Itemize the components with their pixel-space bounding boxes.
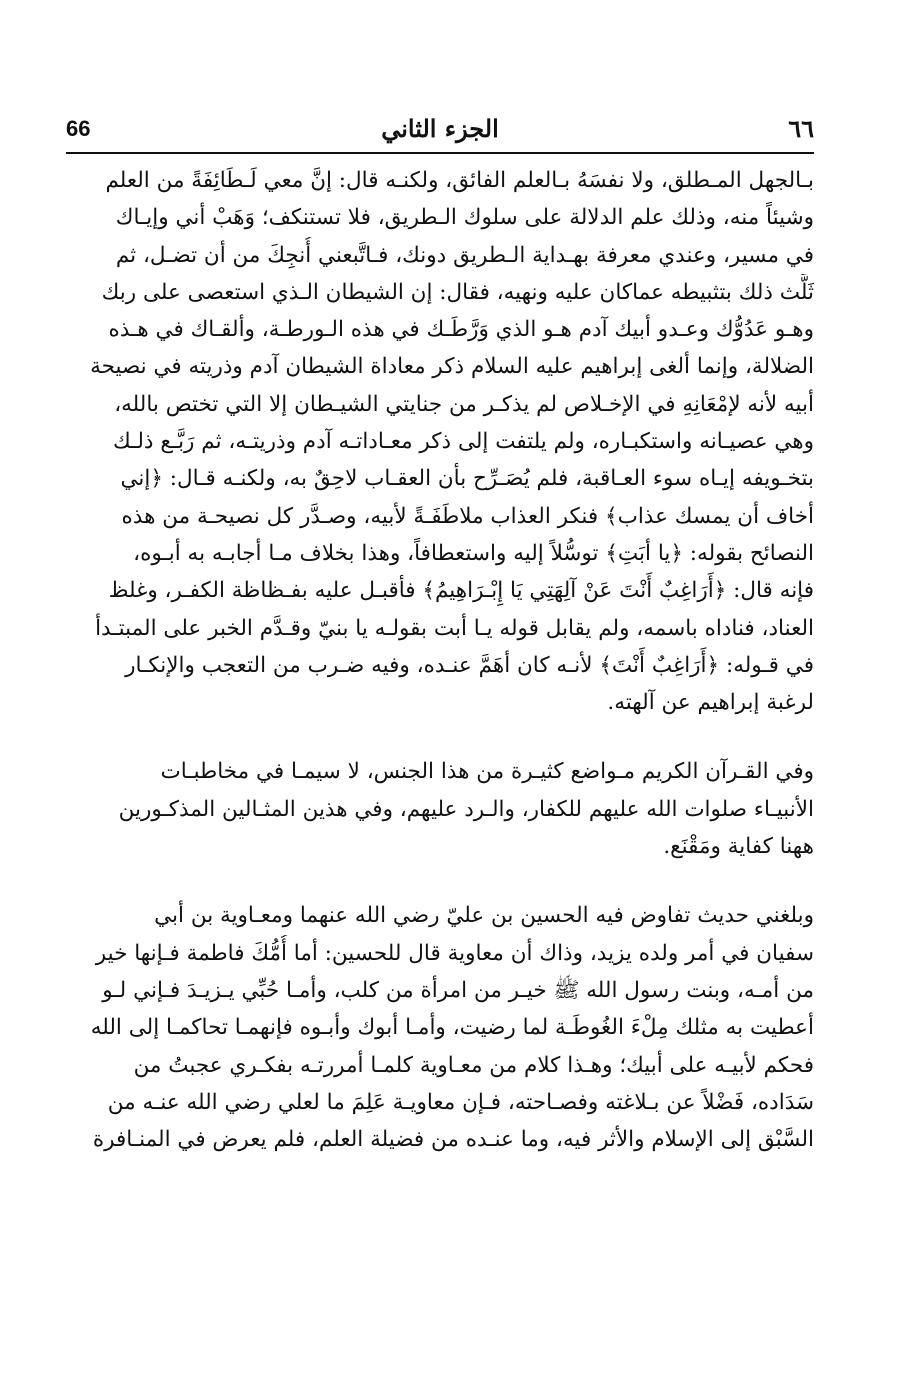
text-line: أخاف أن يمسك عذاب﴾ فنكر العذاب ملاطَفَـةً لأبيه، وصـدَّر كل نصيحـة من هذه: [121, 503, 814, 529]
text-line: العناد، فناداه باسمه، ولم يقابل قوله يـا أبت بقولـه يا بنيّ وقـدَّم الخبر على المبتـدأ: [95, 615, 814, 641]
text-line: أبيه لأنه لإمْعَانِهِ في الإخـلاص لم يذكـر من جنايتي الشيـطان إلا التي تختص بالله،: [114, 391, 814, 417]
text-line: فحكم لأبيـه على أبيك؛ وهـذا كلام من معـاوية كلمـا أمررتـه بفكـري عجبتُ من: [133, 1052, 814, 1078]
text-line: سفيان في أمر ولده يزيد، وذاك أن معاوية قال للحسين: أما أُمُّكَ فاطمة فـإنها خير: [95, 940, 814, 966]
paragraph-1: [66, 162, 814, 721]
text-line: بـالجهل المـطلق، ولا نفسَهُ بـالعلم الفائق، ولكنـه قال: إنَّ معي لَـطَائِفَةً من العلم: [105, 168, 814, 193]
text-line: السَّبْق إلى الإسلام والأثر فيه، وما عنـده من فضيلة العلم، فلم يعرض في المنـافرة: [92, 1127, 814, 1153]
page-header: [66, 112, 814, 152]
text-line: في مسير، وعندي معرفة بهـداية الـطريق دونك، فـاتَّبعني أُنجِكَ من أن تضـل، ثم: [115, 242, 814, 268]
text-line: وهي عصيـانه واستكبـاره، ولم يلتفت إلى ذكر معـاداتـه آدم وذريتـه، ثم رَبَّـع ذلـك: [112, 429, 814, 455]
page-number: 66: [66, 116, 91, 141]
text-line: ثَلَّث ذلك بتثبيطه عماكان عليه ونهيه، فقال: إن الشيطان الـذي استعصى على ربك: [101, 279, 814, 305]
text-line: الأنبيـاء صلوات الله عليهم للكفار، والـرد عليهم، وفي هذين المثـالين المذكـورين: [118, 796, 814, 822]
paragraph-3: [66, 897, 814, 1158]
text-line: سَدَاده، فَضْلاً عن بـلاغته وفصـاحته، فـإن معاويـة عَلِمَ ما لعلي رضي الله عنـه من: [107, 1089, 814, 1115]
header-rule: [66, 152, 814, 154]
text-line: النصائح بقوله: ﴿يا أبَتِ﴾ توسُّلاً إليه واستعطافاً، وهذا بخلاف مـا أجابـه به أبـوه،: [133, 540, 814, 566]
text-line: وفي القـرآن الكريم مـواضع كثيـرة من هذا الجنس، لا سيمـا في مخاطبـات: [160, 759, 814, 785]
running-title: الجزء الثاني: [381, 114, 499, 143]
text-line: الضلالة، وإنما ألغى إبراهيم عليه السلام ذكر معاداة الشيطان آدم وذريته في نصيحة: [90, 354, 814, 380]
paragraph-2: [66, 753, 814, 865]
text-line: فإنه قال: ﴿أَرَاغِبٌ أَنْتَ عَنْ آلِهَتِي يَا إِبْـرَاهِيمُ﴾ فأقبـل عليه بفـظاظة الكفـر، وغلظ: [108, 578, 814, 604]
text-line: لرغبة إبراهيم عن آلهته.: [607, 690, 814, 716]
text-line: من أمـه، وبنت رسول الله ﷺ خيـر من امرأة من كلب، وأمـا حُبِّي يـزيـدَ فـإني لـو: [102, 977, 814, 1003]
text-line: بتخـويفه إيـاه سوء العـاقبة، فلم يُصَـرِّح بأن العقـاب لاحِقٌ به، ولكنـه قـال: ﴿إني: [120, 466, 814, 492]
text-line: وبلغني حديث تفاوض فيه الحسين بن عليّ رضي الله عنهما ومعـاوية بن أبي: [154, 903, 814, 929]
page-number-arabic: ٦٦: [788, 114, 814, 143]
text-line: أعطيت به مثلك مِلْءَ الغُوطَـة لما رضيت، وأمـا أبوك وأبـوه فإنهمـا تحاكمـا إلى الله: [90, 1015, 814, 1041]
text-line: وشيئاً منه، وذلك علم الدلالة على سلوك الـطريق، فلا تستنكف؛ وَهَبْ أني وإيـاك: [115, 205, 814, 231]
text-line: في قـوله: ﴿أَرَاغِبٌ أَنْتَ﴾ لأنـه كان أهَمَّ عنـده، وفيه ضـرب من التعجب والإنكـار: [125, 652, 814, 678]
page-body: [66, 162, 814, 1158]
text-line: ههنا كفاية ومَقْنَع.: [663, 834, 814, 860]
book-page: [66, 112, 814, 1158]
text-line: وهـو عَدُوُّك وعـدو أبيك آدم هـو الذي وَرَّطَـك في هذه الـورطـة، وألقـاك في هـذه: [108, 317, 814, 343]
